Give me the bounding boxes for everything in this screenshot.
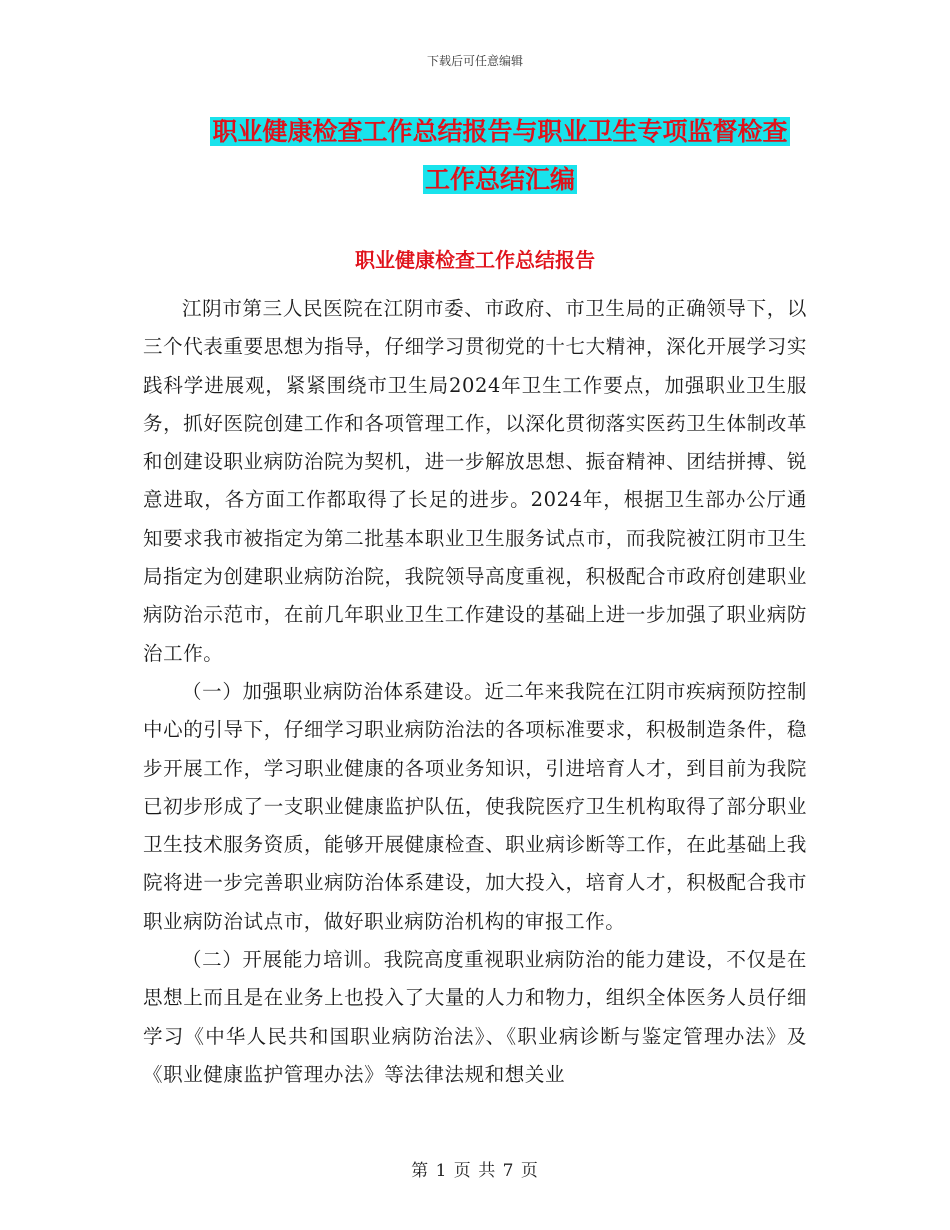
title-line-2: 工作总结汇编 [424,165,575,194]
document-title [150,108,850,204]
page-number: 第 1 页 共 7 页 [411,1161,539,1181]
paragraph-intro: 江阴市第三人民医院在江阴市委、市政府、市卫生局的正确领导下，以三个代表重要思想为指导，仔细学习贯彻党的十七大精神，深化开展学习实践科学进展观，紧紧围绕市卫生局2024年卫生工作要点，加强职业卫生服务，抓好医院创建工作和各项管理工作，以深化贯彻落实医药卫生体制改革和创建设职业病防治院为契机，进一步解放思想、振奋精神、团结拼搏、锐意进取，各方面工作都取得了长足的进步。2024年，根据卫生部办公厅通知要求我市被指定为第二批基本职业卫生服务试点市，而我院被江阴市卫生局指定为创建职业病防治院，我院领导高度重视，积极配合市政府创建职业病防治示范市，在前几年职业卫生工作建设的基础上进一步加强了职业病防治工作。 [143,297,807,665]
paragraph-training: （二）开展能力培训。我院高度重视职业病防治的能力建设，不仅是在思想上而且是在业务上也投入了大量的人力和物力，组织全体医务人员仔细学习《中华人民共和国职业病防治法》、《职业病诊断与鉴定管理办法》及《职业健康监护管理办法》等法律法规和想关业 [143,948,807,1086]
title-line-1: 职业健康检查工作总结报告与职业卫生专项监督检查 [212,117,788,146]
section-title: 职业健康检查工作总结报告 [355,248,595,272]
page-header-note: 下载后可任意编辑 [426,54,523,68]
document-body [143,290,807,1094]
paragraph-system-building: （一）加强职业病防治体系建设。近二年来我院在江阴市疾病预防控制中心的引导下，仔细学习职业病防治法的各项标准要求，积极制造条件，稳步开展工作，学习职业健康的各项业务知识，引进培育人才，到目前为我院已初步形成了一支职业健康监护队伍，使我院医疗卫生机构取得了部分职业卫生技术服务资质，能够开展健康检查、职业病诊断等工作，在此基础上我院将进一步完善职业病防治体系建设，加大投入，培育人才，积极配合我市职业病防治试点市，做好职业病防治机构的审报工作。 [143,679,807,933]
